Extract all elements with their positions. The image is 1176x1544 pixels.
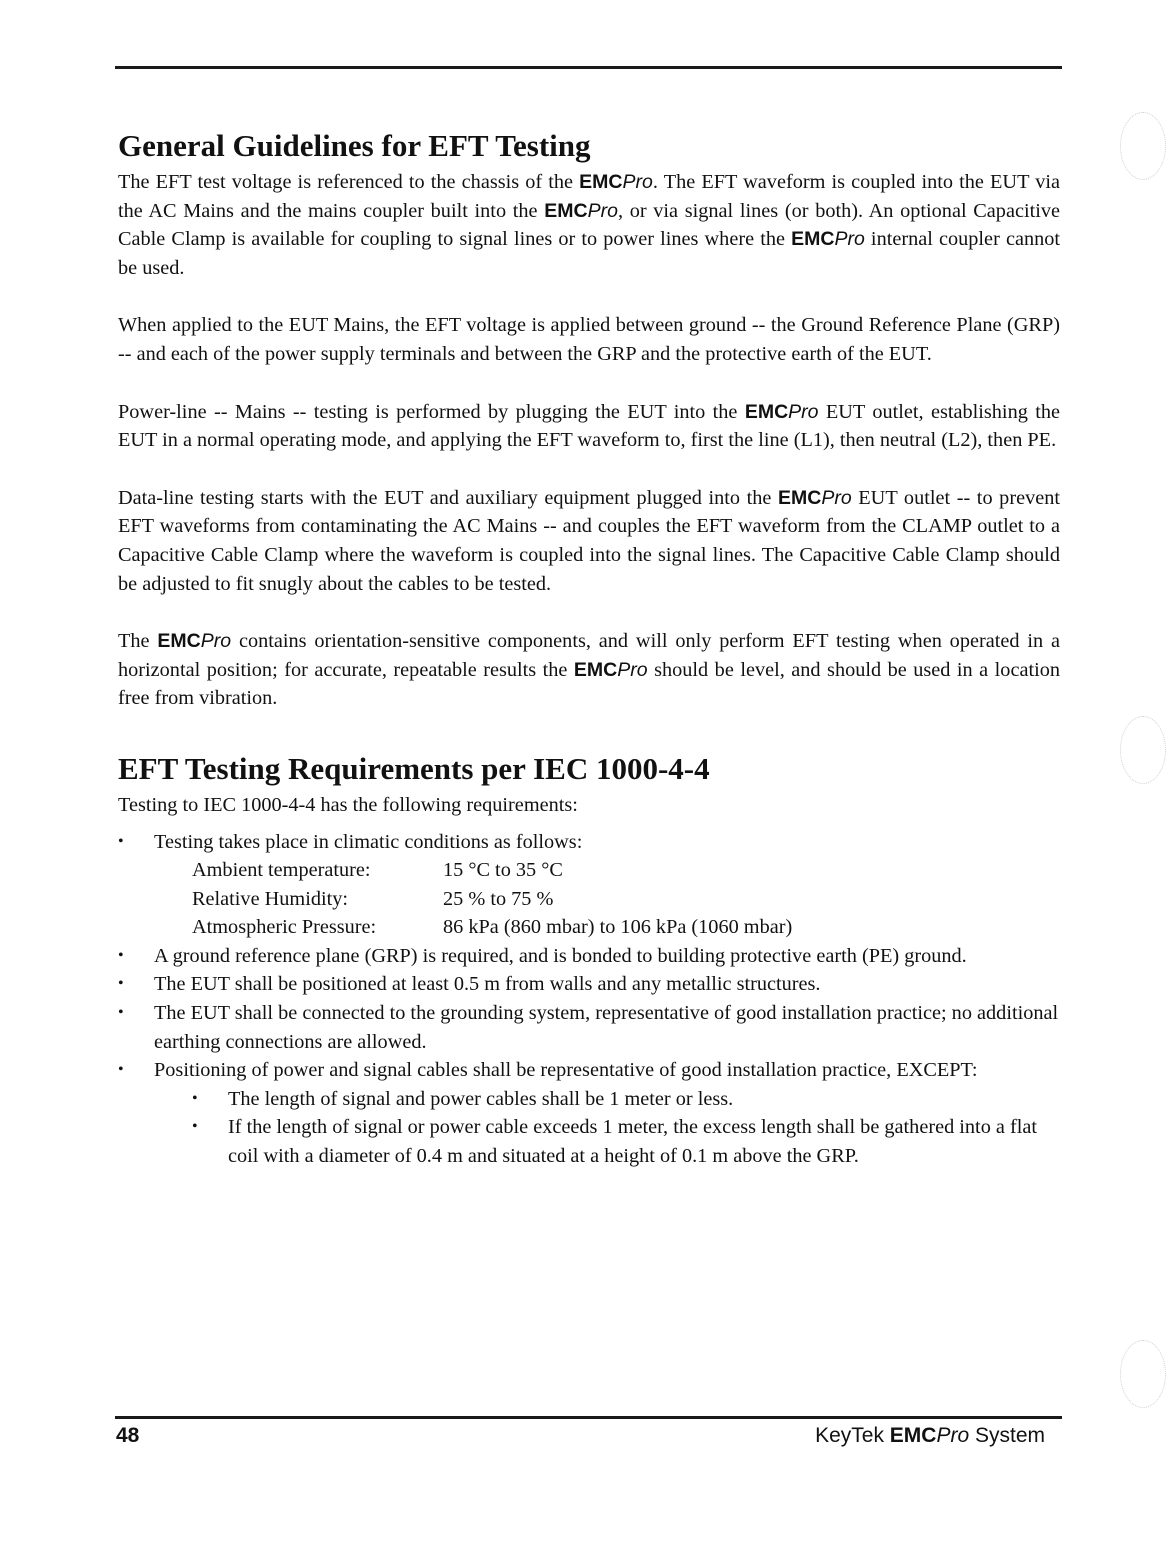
binder-hole-mark (1120, 1340, 1166, 1408)
footer-product-name: KeyTek EMCPro System (815, 1424, 1045, 1447)
paragraph-eft-voltage: The EFT test voltage is referenced to the chassis of the EMCPro. The EFT waveform is coupled into the EUT via the AC Mains and the mains coupler built into the EMCPro, or via signal lines (or both). An optional Capacitive Cable Clamp is available for coupling to signal lines or to power lines where the EMCPro internal coupler cannot be used. (118, 171, 1061, 279)
list-item: • A ground reference plane (GRP) is required, and is bonded to building protective earth (PE) ground. (118, 942, 1060, 971)
paragraph-data-line: Data-line testing starts with the EUT and auxiliary equipment plugged into the EMCPro EUT outlet -- to prevent EFT waveforms from contaminating the AC Mains -- and couples the EFT waveform from the CLAMP outlet to a Capacitive Cable Clamp where the waveform is coupled into the signal lines. The Capacitive Cable Clamp should be adjusted to fit snugly about the cables to be tested. (118, 486, 1060, 595)
list-item: • If the length of signal or power cable exceeds 1 meter, the excess length shall be gathered into a flat coil with a diameter of 0.4 m and situated at a height of 0.1 m above the GRP. (154, 1113, 1060, 1170)
bullet-icon: • (118, 975, 124, 993)
bullet-icon: • (118, 1061, 124, 1079)
bullet-icon: • (118, 946, 124, 964)
binder-hole-mark (1120, 716, 1166, 784)
emcpro-brand: EMCPro (889, 1424, 970, 1447)
condition-row: Ambient temperature: 15 °C to 35 °C (192, 859, 563, 882)
header-rule (115, 66, 1062, 69)
paragraph-eut-mains: When applied to the EUT Mains, the EFT voltage is applied between ground -- the Ground Reference Plane (GRP) -- and each of the power supply terminals and between the GRP and the protective earth of the EUT. (118, 314, 1060, 365)
exception-list (154, 1085, 1060, 1171)
paragraph-orientation: The EMCPro contains orientation-sensitive components, and will only perform EFT testing when operated in a horizontal position; for accurate, repeatable results the EMCPro should be level, and should be used in a location free from vibration. (118, 630, 1060, 710)
bullet-icon: • (118, 832, 124, 850)
emcpro-brand: EMCPro (573, 658, 648, 681)
emcpro-brand: EMCPro (791, 228, 865, 251)
bullet-icon: • (192, 1089, 198, 1107)
condition-row: Relative Humidity: 25 % to 75 % (192, 887, 554, 910)
requirements-intro: Testing to IEC 1000-4-4 has the following requirements: (118, 793, 578, 816)
paragraph-power-line: Power-line -- Mains -- testing is performed by plugging the EUT into the EMCPro EUT outlet, establishing the EUT in a normal operating mode, and applying the EFT waveform to, first the line (L1), then neutral (L2), then PE. (118, 400, 1060, 452)
bullet-icon: • (192, 1118, 198, 1136)
page-content (118, 128, 1060, 1171)
list-item: • The length of signal and power cables shall be 1 meter or less. (154, 1085, 1060, 1114)
list-item: • Testing takes place in climatic conditions as follows: Ambient temperature: 15 °C to 35 °C Relative Humidity: 25 % to 75 % Atmospheric Pressure: 86 kPa (860 mbar) to 106 kPa (1060 mbar) (118, 828, 1060, 942)
bullet-icon: • (118, 1004, 124, 1022)
page-number: 48 (116, 1424, 140, 1447)
binder-hole-mark (1120, 112, 1166, 180)
section-title-general-guidelines: General Guidelines for EFT Testing (118, 128, 591, 163)
list-item: • The EUT shall be connected to the grounding system, representative of good installation practice; no additional earthing connections are allowed. (118, 999, 1060, 1056)
emcpro-brand: EMCPro (157, 630, 232, 653)
emcpro-brand: EMCPro (579, 171, 653, 193)
emcpro-brand: EMCPro (744, 400, 819, 423)
emcpro-brand: EMCPro (777, 486, 852, 509)
emcpro-brand: EMCPro (544, 199, 618, 222)
condition-row: Atmospheric Pressure: 86 kPa (860 mbar) to 106 kPa (1060 mbar) (192, 916, 793, 939)
footer-rule (115, 1416, 1062, 1419)
requirements-list (118, 828, 1060, 1171)
list-item: • Positioning of power and signal cables shall be representative of good installation practice, EXCEPT: • The length of signal and power cables shall be 1 meter or less. • If the length of signal or power cable exceeds 1 meter, the excess length shall be gathered into a flat coil with a diameter of 0.4 m and situated at a height of 0.1 m above the GRP. (118, 1056, 1060, 1170)
list-item: • The EUT shall be positioned at least 0.5 m from walls and any metallic structures. (118, 970, 1060, 999)
section-title-requirements: EFT Testing Requirements per IEC 1000-4-4 (118, 750, 710, 786)
